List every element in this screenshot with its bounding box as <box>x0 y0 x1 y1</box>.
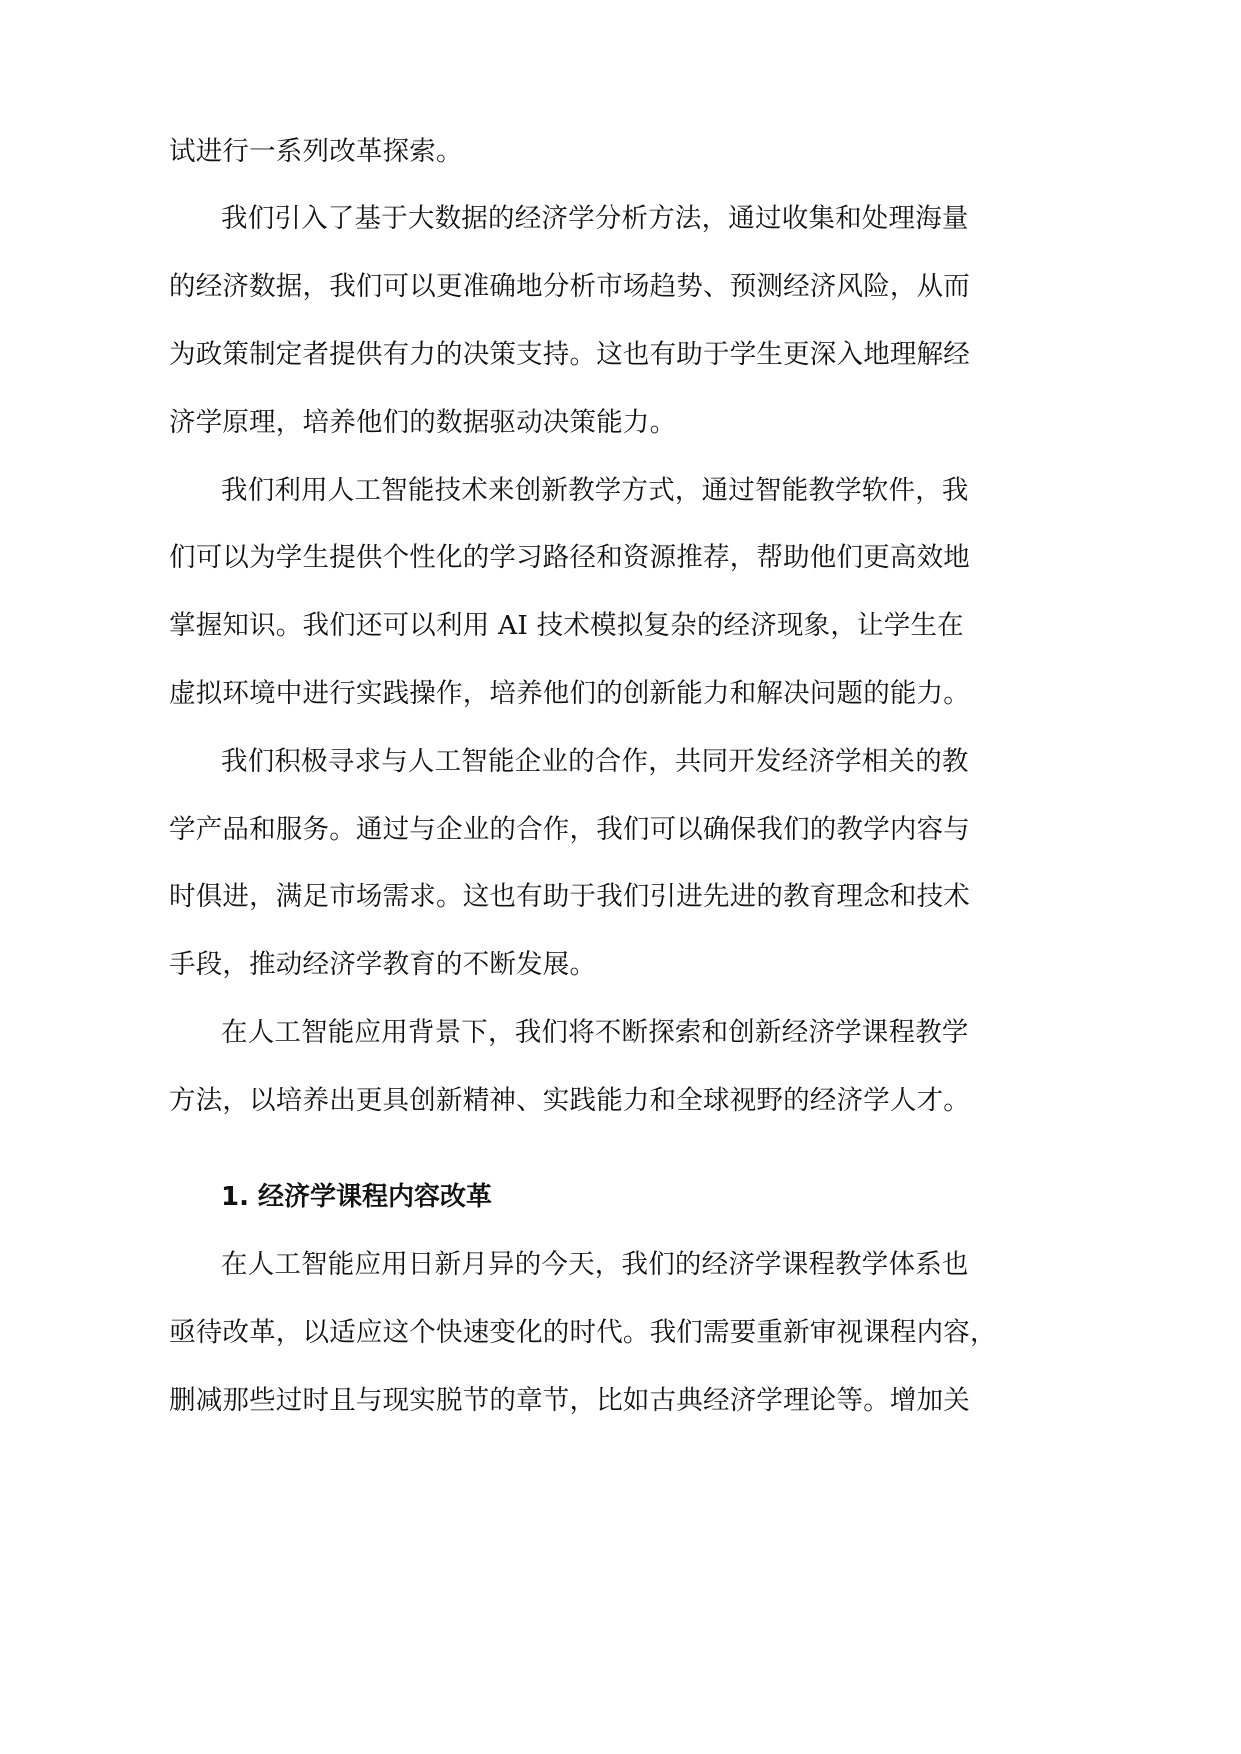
paragraph-line: 我们引入了基于大数据的经济学分析方法，通过收集和处理海量 <box>221 203 969 234</box>
paragraph-line: 在人工智能应用日新月异的今天，我们的经济学课程教学体系也 <box>221 1249 969 1280</box>
paragraph-line: 为政策制定者提供有力的决策支持。这也有助于学生更深入地理解经 <box>169 339 970 370</box>
paragraph-line: 方法，以培养出更具创新精神、实践能力和全球视野的经济学人才。 <box>169 1085 970 1116</box>
paragraph-line: 掌握知识。我们还可以利用 AI 技术模拟复杂的经济现象，让学生在 <box>169 610 964 641</box>
paragraph-line: 学产品和服务。通过与企业的合作，我们可以确保我们的教学内容与 <box>169 814 970 845</box>
paragraph-line: 时俱进，满足市场需求。这也有助于我们引进先进的教育理念和技术 <box>169 881 970 912</box>
paragraph-line: 虚拟环境中进行实践操作，培养他们的创新能力和解决问题的能力。 <box>169 678 970 709</box>
paragraph-line: 们可以为学生提供个性化的学习路径和资源推荐，帮助他们更高效地 <box>169 542 970 573</box>
paragraph-line: 亟待改革，以适应这个快速变化的时代。我们需要重新审视课程内容， <box>169 1317 997 1348</box>
paragraph-line: 手段，推动经济学教育的不断发展。 <box>169 949 597 980</box>
section-heading: 1. 经济学课程内容改革 <box>221 1182 493 1212</box>
paragraph-line: 在人工智能应用背景下，我们将不断探索和创新经济学课程教学 <box>221 1017 969 1048</box>
paragraph-line: 我们利用人工智能技术来创新教学方式，通过智能教学软件，我 <box>221 475 969 506</box>
paragraph-line: 我们积极寻求与人工智能企业的合作，共同开发经济学相关的教 <box>221 746 969 777</box>
paragraph-line: 济学原理，培养他们的数据驱动决策能力。 <box>169 407 677 438</box>
paragraph-line: 的经济数据，我们可以更准确地分析市场趋势、预测经济风险，从而 <box>169 271 970 302</box>
paragraph-line: 试进行一系列改革探索。 <box>169 136 463 167</box>
paragraph-line: 删减那些过时且与现实脱节的章节，比如古典经济学理论等。增加关 <box>169 1385 970 1416</box>
